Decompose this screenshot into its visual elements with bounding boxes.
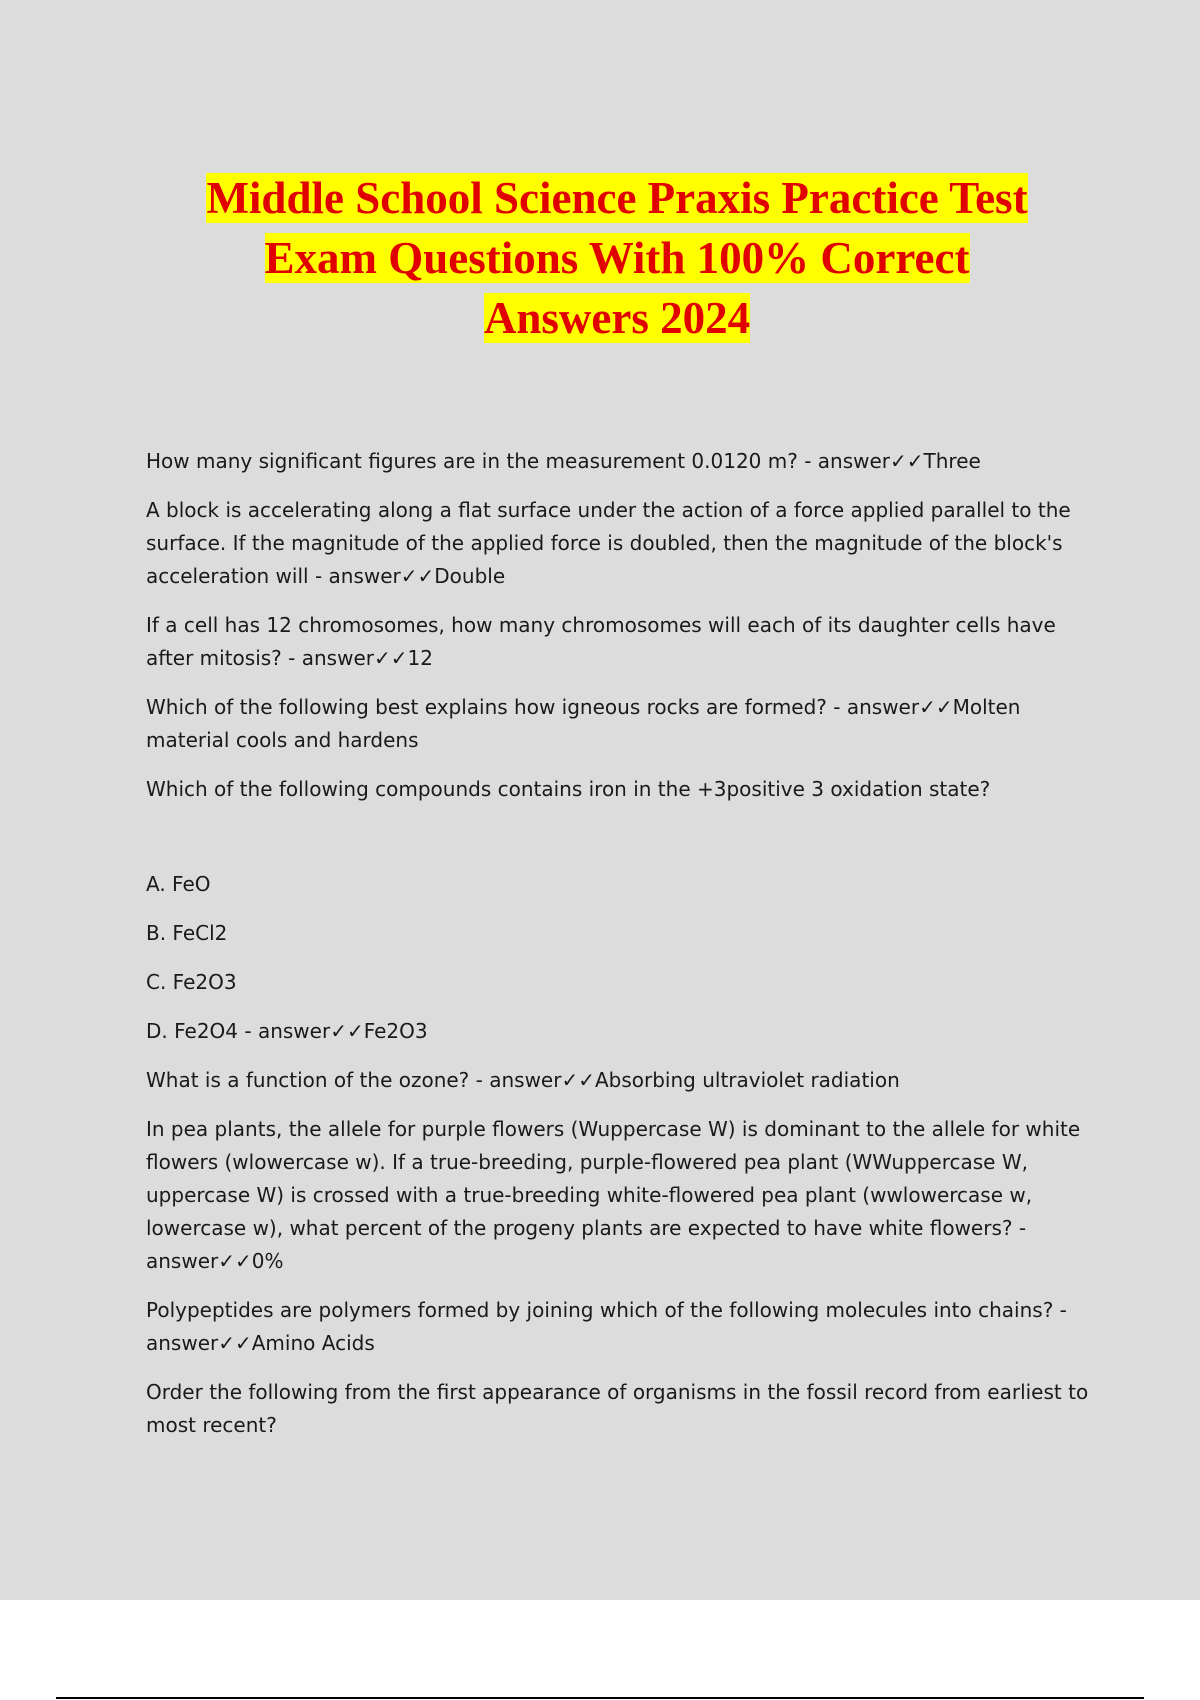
question-list: [146, 445, 1096, 1458]
title-line-3: Answers 2024: [483, 293, 751, 343]
option-d: D. Fe2O4 - answer✓✓Fe2O3: [146, 1019, 428, 1043]
question-pea-plants: In pea plants, the allele for purple flowers (Wuppercase W) is dominant to the allele for white flowers (wlowercase w). If a true-breeding, purple-flowered pea plant (WWuppercase W, uppercase W) is crossed with a true-breeding white-flowered pea plant (wwlowercase w, lowercase w), what percent of the progeny plants are expected to have white flowers? - answer✓✓0%: [146, 1117, 1081, 1273]
question-significant-figures: How many significant figures are in the measurement 0.0120 m? - answer✓✓Three: [146, 449, 981, 473]
question-iron-oxidation: Which of the following compounds contains iron in the +3positive 3 oxidation state?: [146, 777, 991, 801]
option-b: B. FeCl2: [146, 921, 228, 945]
page-divider: [56, 1697, 1144, 1699]
question-igneous-rocks: Which of the following best explains how igneous rocks are formed? - answer✓✓Molten material cools and hardens: [146, 695, 1021, 752]
title-line-1: Middle School Science Praxis Practice Test: [206, 173, 1028, 223]
title-line-2: Exam Questions With 100% Correct: [264, 233, 970, 283]
question-chromosomes: If a cell has 12 chromosomes, how many chromosomes will each of its daughter cells have after mitosis? - answer✓✓12: [146, 613, 1056, 670]
blank-gap: [146, 822, 1096, 868]
document-title: [120, 168, 1114, 348]
question-polypeptides: Polypeptides are polymers formed by joining which of the following molecules into chains? - answer✓✓Amino Acids: [146, 1298, 1067, 1355]
option-c: C. Fe2O3: [146, 970, 237, 994]
question-block-acceleration: A block is accelerating along a flat surface under the action of a force applied parallel to the surface. If the magnitude of the applied force is doubled, then the magnitude of the block's acceleration will - answer✓✓Double: [146, 498, 1071, 588]
question-fossil-record: Order the following from the first appearance of organisms in the fossil record from earliest to most recent?: [146, 1380, 1089, 1437]
question-ozone: What is a function of the ozone? - answer✓✓Absorbing ultraviolet radiation: [146, 1068, 900, 1092]
option-a: A. FeO: [146, 872, 211, 896]
